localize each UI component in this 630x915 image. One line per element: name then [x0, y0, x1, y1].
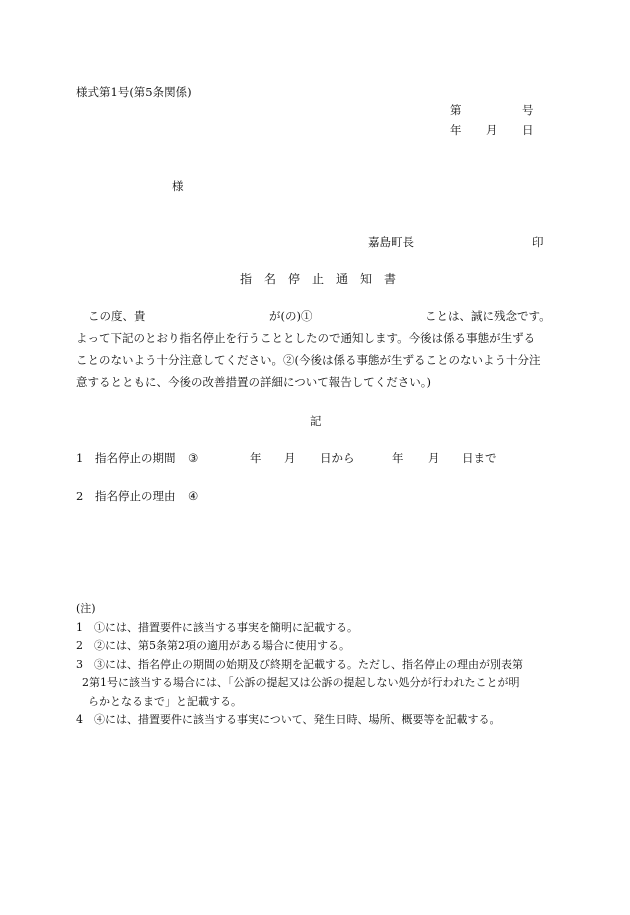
form-label: 様式第1号(第5条関係) [76, 85, 192, 99]
date-year: 年 [450, 123, 462, 137]
body-line [76, 349, 556, 371]
note-line [76, 693, 556, 712]
body-line [76, 371, 556, 393]
period-start-year: 年 [250, 451, 262, 465]
item-number: 2 [76, 489, 84, 503]
item-marker: ④ [188, 489, 199, 503]
note-number: 2 [76, 639, 83, 652]
number-prefix: 第 [450, 103, 462, 117]
note-text: ②には、第5条第2項の適用がある場合に使用する。 [94, 639, 350, 652]
sender-name: 嘉島町長 [368, 235, 414, 249]
ki-marker: 記 [310, 414, 322, 428]
note-line [76, 674, 556, 693]
notes-heading: (注) [76, 602, 96, 615]
note-line [76, 656, 556, 675]
note-text: ④には、措置要件に該当する事実について、発生日時、場所、概要等を記載する。 [94, 713, 501, 726]
body-text: が(の)① [269, 309, 313, 323]
period-end-day: 日まで [462, 451, 497, 465]
body-paragraph [76, 305, 556, 393]
body-text: この度、貴 [88, 309, 146, 323]
sender-seal: 印 [532, 235, 544, 249]
body-line [76, 305, 556, 327]
note-text: らかとなるまで」と記載する。 [88, 694, 242, 708]
body-text: ことのないよう十分注意してください。②(今後は係る事態が生ずることのないよう十分注 [76, 353, 541, 367]
title-char: 名 [264, 272, 277, 286]
period-start-day: 日から [320, 451, 355, 465]
body-text: 意するとともに、今後の改善措置の詳細について報告してください。) [76, 375, 432, 389]
notes-section [76, 600, 556, 730]
item-label: 指名停止の理由 [95, 489, 176, 503]
title-char: 通 [336, 272, 349, 286]
item-marker: ③ [188, 451, 199, 465]
date-month: 月 [486, 123, 498, 137]
note-number: 3 [76, 657, 83, 671]
notes-heading-line [76, 600, 556, 619]
addressee-honorific: 様 [172, 179, 184, 193]
note-text: ③には、指名停止の期間の始期及び終期を記載する。ただし、指名停止の理由が別表第 [94, 657, 523, 671]
note-number: 1 [76, 620, 83, 634]
body-line [76, 327, 556, 349]
period-start-month: 月 [284, 451, 296, 465]
title-char: 書 [384, 272, 397, 286]
note-line [76, 637, 556, 656]
item-number: 1 [76, 451, 84, 465]
note-text: 2第1号に該当する場合には、「公訴の提起又は公訴の提起しない処分が行われたことが明 [82, 676, 520, 689]
note-line [76, 711, 556, 730]
title-char: 止 [312, 272, 325, 286]
body-text: ことは、誠に残念です。 [425, 309, 551, 323]
note-number: 4 [76, 713, 83, 726]
title-char: 停 [288, 272, 301, 286]
period-end-month: 月 [428, 451, 440, 465]
date-day: 日 [522, 123, 534, 137]
note-text: ①には、措置要件に該当する事実を簡明に記載する。 [94, 620, 358, 634]
title-char: 知 [360, 272, 373, 286]
note-line [76, 619, 556, 638]
period-end-year: 年 [392, 451, 404, 465]
number-suffix: 号 [522, 103, 534, 117]
body-text: よって下記のとおり指名停止を行うこととしたので通知します。今後は係る事態が生ずる [76, 331, 536, 345]
title-char: 指 [240, 272, 253, 286]
item-label: 指名停止の期間 [95, 451, 176, 465]
